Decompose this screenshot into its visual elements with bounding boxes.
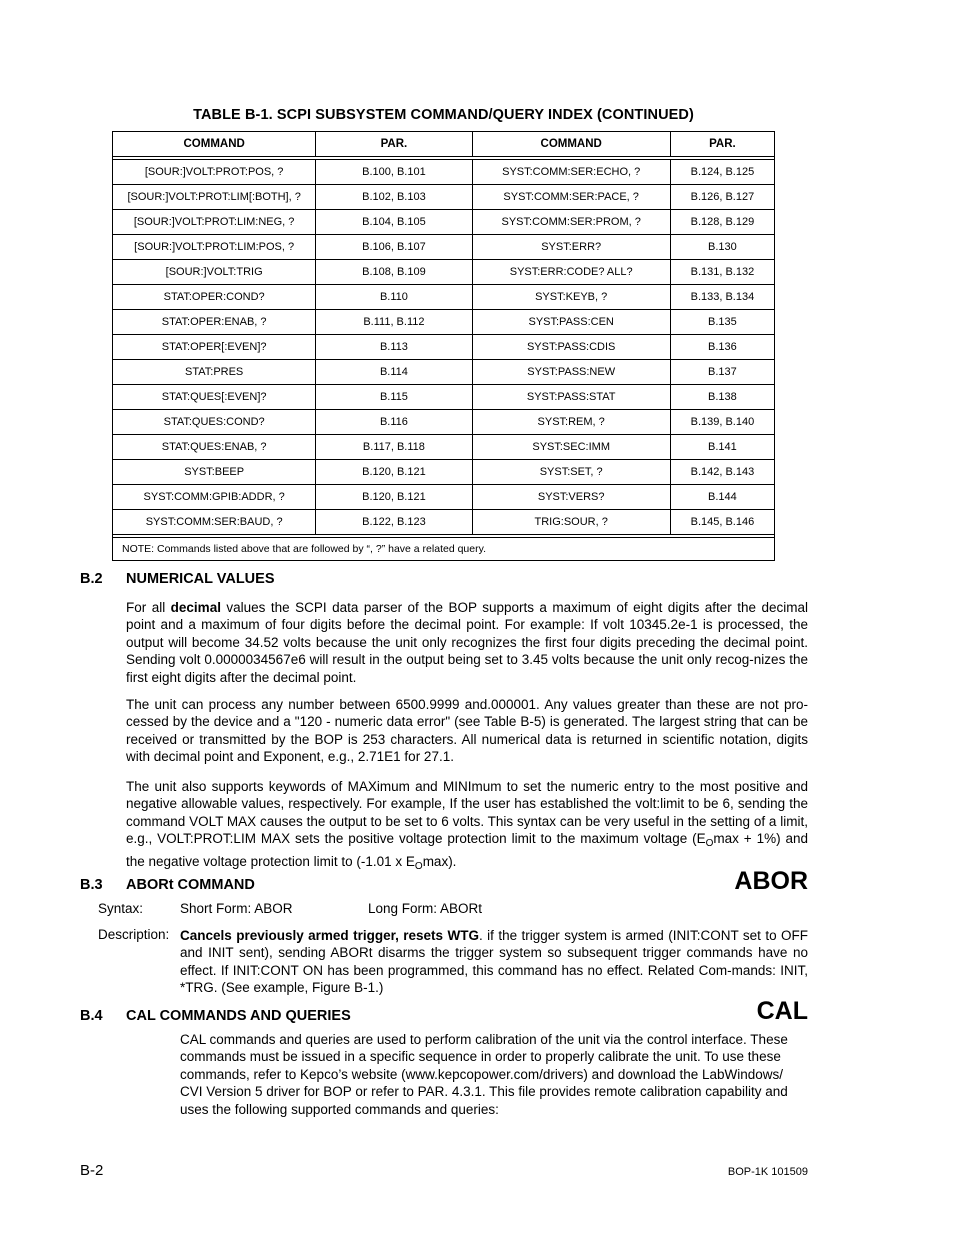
command-cell: SYST:COMM:SER:PROM, ?	[472, 210, 670, 235]
par-cell: B.130	[670, 235, 774, 260]
section-number: B.4	[80, 1008, 103, 1024]
par-cell: B.114	[316, 360, 472, 385]
par-cell: B.133, B.134	[670, 285, 774, 310]
text-run: . if the trigger system is armed (INIT:CONT set to OFF and INIT sent), sending ABORt disarms the trigger system so subsequent trigger commands have no effect. If INIT:CONT ON has been programmed, this command has no effect. Related Com-mands: INIT, *TRG. (See example, Figure B-1.)	[180, 928, 808, 996]
section-title: NUMERICAL VALUES	[126, 571, 275, 587]
par-cell: B.113	[316, 335, 472, 360]
par-cell: B.102, B.103	[316, 185, 472, 210]
command-cell: STAT:QUES:ENAB, ?	[113, 435, 316, 460]
command-cell: STAT:OPER[:EVEN]?	[113, 335, 316, 360]
command-cell: STAT:QUES:COND?	[113, 410, 316, 435]
command-cell: [SOUR:]VOLT:PROT:LIM:NEG, ?	[113, 210, 316, 235]
table-row	[113, 235, 775, 260]
table-row	[113, 485, 775, 510]
table-row	[113, 510, 775, 535]
command-cell: STAT:OPER:ENAB, ?	[113, 310, 316, 335]
text-run: For all	[126, 600, 171, 615]
table-row	[113, 310, 775, 335]
table-row	[113, 460, 775, 485]
b2-paragraph-3	[126, 778, 808, 875]
command-cell: [SOUR:]VOLT:TRIG	[113, 260, 316, 285]
par-cell: B.137	[670, 360, 774, 385]
par-cell: B.144	[670, 485, 774, 510]
command-cell: TRIG:SOUR, ?	[472, 510, 670, 535]
command-cell: SYST:PASS:CDIS	[472, 335, 670, 360]
par-cell: B.110	[316, 285, 472, 310]
syntax-label: Syntax:	[98, 901, 144, 916]
par-cell: B.120, B.121	[316, 460, 472, 485]
command-cell: SYST:PASS:CEN	[472, 310, 670, 335]
description-label: Description:	[98, 927, 170, 942]
command-cell: [SOUR:]VOLT:PROT:LIM[:BOTH], ?	[113, 185, 316, 210]
command-cell: SYST:COMM:GPIB:ADDR, ?	[113, 485, 316, 510]
text-run: The unit also supports keywords of MAXimum and MINImum to set the numeric entry to the most positive and negative allowable values, respectively. For example, If the user has established the volt:limit to be 6, sending the command VOLT MAX causes the output to be set to 6 volts. This syntax can be very useful in the setting of a limit, e.g., VOLT:PROT:LIM MAX sets the positive voltage protection limit to the maximum voltage (E	[126, 779, 808, 847]
command-cell: SYST:COMM:SER:BAUD, ?	[113, 510, 316, 535]
table-row	[113, 210, 775, 235]
par-cell: B.139, B.140	[670, 410, 774, 435]
par-cell: B.106, B.107	[316, 235, 472, 260]
par-cell: B.116	[316, 410, 472, 435]
b2-paragraph-1	[126, 599, 808, 686]
command-cell: SYST:VERS?	[472, 485, 670, 510]
text-run: max).	[422, 853, 457, 869]
table-note-row	[113, 538, 775, 561]
command-index-table	[112, 131, 775, 561]
par-cell: B.115	[316, 385, 472, 410]
table-title: TABLE B-1. SCPI SUBSYSTEM COMMAND/QUERY INDEX (CONTINUED)	[193, 107, 694, 123]
table-row	[113, 260, 775, 285]
command-cell: SYST:COMM:SER:ECHO, ?	[472, 160, 670, 185]
command-cell: STAT:PRES	[113, 360, 316, 385]
cal-paragraph: CAL commands and queries are used to perform calibration of the unit via the control interface. These commands must be issued in a specific sequence in order to properly calibrate the unit. To use these commands, refer to Kepco’s website (www.kepcopower.com/drivers) and download the LabWindows/ CVI Version 5 driver for BOP or refer to PAR. 4.3.1. This file provides remote calibration capability and uses the following supported commands and queries:	[180, 1032, 788, 1117]
subscript: O	[414, 860, 423, 872]
table-row	[113, 335, 775, 360]
table-row	[113, 360, 775, 385]
b2-paragraph-2: The unit can process any number between 6500.9999 and.000001. Any values greater than these are not pro-cessed by the device and a "120 - numeric data error" (see Table B-5) is generated. The largest string that can be received or transmitted by the BOP is 253 characters. All numerical data is returned in scientific notation, digits with decimal point and Exponent, e.g., 2.71E1 for 27.1.	[126, 697, 808, 765]
table-row	[113, 160, 775, 185]
par-cell: B.124, B.125	[670, 160, 774, 185]
section-number: B.2	[80, 571, 103, 587]
command-cell: STAT:OPER:COND?	[113, 285, 316, 310]
cal-keyword: CAL	[756, 997, 808, 1025]
command-cell: SYST:SEC:IMM	[472, 435, 670, 460]
long-form: Long Form: ABORt	[368, 901, 483, 916]
par-cell: B.126, B.127	[670, 185, 774, 210]
par-cell: B.138	[670, 385, 774, 410]
text-run: max + 1%) and the negative voltage protection limit to (-1.01 x E	[126, 831, 808, 869]
command-cell: SYST:PASS:NEW	[472, 360, 670, 385]
bold-text: decimal	[170, 600, 221, 615]
command-cell: [SOUR:]VOLT:PROT:LIM:POS, ?	[113, 235, 316, 260]
par-cell: B.128, B.129	[670, 210, 774, 235]
par-cell: B.136	[670, 335, 774, 360]
table-row	[113, 285, 775, 310]
par-cell: B.145, B.146	[670, 510, 774, 535]
header-command-2: COMMAND	[472, 132, 670, 157]
header-par-1: PAR.	[316, 132, 472, 157]
section-b2-heading	[80, 571, 275, 587]
command-cell: SYST:PASS:STAT	[472, 385, 670, 410]
section-b4-heading	[80, 1008, 351, 1024]
section-title: ABORt COMMAND	[126, 877, 255, 893]
command-cell: SYST:KEYB, ?	[472, 285, 670, 310]
command-cell: SYST:COMM:SER:PACE, ?	[472, 185, 670, 210]
syntax-row	[98, 901, 482, 916]
table-header-row	[113, 132, 775, 157]
header-command-1: COMMAND	[113, 132, 316, 157]
par-cell: B.131, B.132	[670, 260, 774, 285]
par-cell: B.104, B.105	[316, 210, 472, 235]
header-par-2: PAR.	[670, 132, 774, 157]
command-cell: STAT:QUES[:EVEN]?	[113, 385, 316, 410]
par-cell: B.117, B.118	[316, 435, 472, 460]
table-row	[113, 185, 775, 210]
command-cell: SYST:SET, ?	[472, 460, 670, 485]
command-cell: [SOUR:]VOLT:PROT:POS, ?	[113, 160, 316, 185]
par-cell: B.111, B.112	[316, 310, 472, 335]
bold-text: Cancels previously armed trigger, resets WTG	[180, 928, 479, 943]
table-note: NOTE: Commands listed above that are followed by “, ?” have a related query.	[113, 538, 775, 561]
table-row	[113, 385, 775, 410]
par-cell: B.122, B.123	[316, 510, 472, 535]
page-number: B-2	[80, 1162, 104, 1179]
par-cell: B.141	[670, 435, 774, 460]
document-id: BOP-1K 101509	[727, 1166, 808, 1178]
par-cell: B.135	[670, 310, 774, 335]
command-cell: SYST:BEEP	[113, 460, 316, 485]
command-cell: SYST:ERR:CODE? ALL?	[472, 260, 670, 285]
section-title: CAL COMMANDS AND QUERIES	[126, 1008, 351, 1024]
table-row	[113, 410, 775, 435]
par-cell: B.108, B.109	[316, 260, 472, 285]
section-number: B.3	[80, 877, 103, 893]
abor-keyword: ABOR	[734, 867, 808, 895]
command-cell: SYST:ERR?	[472, 235, 670, 260]
table-row	[113, 435, 775, 460]
description-text	[180, 927, 808, 997]
short-form: Short Form: ABOR	[180, 901, 293, 916]
section-b3-heading	[80, 877, 255, 893]
text-run: values the SCPI data parser of the BOP supports a maximum of eight digits after the decimal point and a maximum of four digits before the decimal point. For example: If volt 10345.2e-1 is processed, the output will become 34.52 volts because the unit only recognizes the first four digits preceding the decimal point. Sending volt 0.0000034567e6 will result in the output being set to 3.45 volts because the unit only recog-nizes the first eight digits after the decimal point.	[126, 600, 808, 685]
command-cell: SYST:REM, ?	[472, 410, 670, 435]
par-cell: B.100, B.101	[316, 160, 472, 185]
subscript: O	[705, 838, 714, 850]
par-cell: B.142, B.143	[670, 460, 774, 485]
par-cell: B.120, B.121	[316, 485, 472, 510]
